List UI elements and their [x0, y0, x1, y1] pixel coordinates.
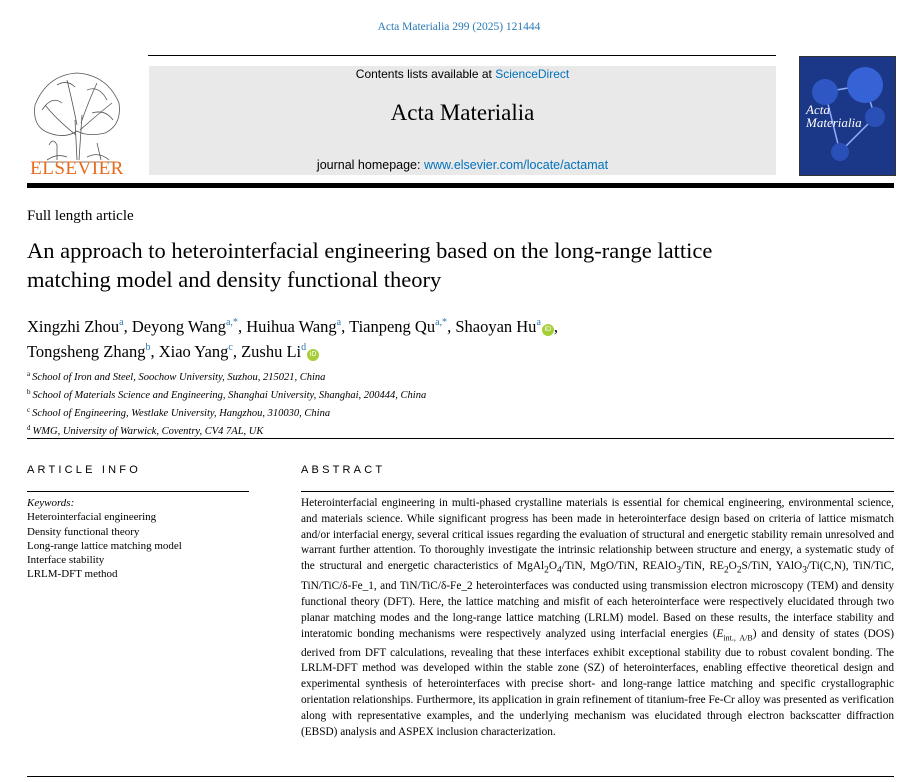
abstract-subscript: 4 [557, 565, 562, 576]
section-divider [27, 438, 894, 439]
affiliation-text: School of Materials Science and Engineering, Shanghai University, Shanghai, 200444, China [32, 390, 427, 401]
cover-title-line-1: Acta [806, 102, 830, 117]
abstract-rule [301, 491, 894, 492]
affiliation-list [27, 367, 426, 439]
keywords-label: Keywords: [27, 497, 75, 509]
cover-title-line-2: Materialia [806, 115, 862, 130]
abstract-subscript: 3 [802, 565, 807, 576]
abstract-segment: O [728, 560, 737, 573]
author-name[interactable]: Deyong Wang [131, 317, 226, 336]
affiliation-key: a [27, 370, 31, 378]
abstract-subscript: 2 [723, 565, 729, 576]
affiliation-text: School of Engineering, Westlake University, Hangzhou, 310030, China [32, 408, 331, 419]
author-name[interactable]: Tianpeng Qu [349, 317, 436, 336]
keyword-item: Density functional theory [27, 525, 140, 538]
author-name[interactable]: Shaoyan Hu [455, 317, 537, 336]
abstract-segment: O [548, 560, 557, 573]
author-affiliation-mark[interactable]: b [145, 342, 151, 353]
affiliation-item [27, 403, 426, 421]
abstract-segment: /TiN, MgO/TiN, REAlO [561, 560, 677, 573]
abstract-subscript: 2 [544, 565, 549, 576]
abstract-text [301, 496, 894, 740]
affiliation-text: WMG, University of Warwick, Coventry, CV4 7AL, UK [32, 426, 264, 437]
author-name[interactable]: Xingzhi Zhou [27, 317, 120, 336]
orcid-icon[interactable]: iD [307, 349, 319, 361]
affiliation-item [27, 385, 426, 403]
article-info-rule [27, 491, 249, 492]
homepage-line [149, 158, 776, 172]
author-affiliation-mark[interactable]: d [301, 342, 307, 353]
header-bottom-rule [27, 183, 894, 188]
affiliation-key: c [27, 406, 31, 414]
abstract-subscript: int., A/B [723, 632, 753, 642]
orcid-icon[interactable]: iD [542, 324, 554, 336]
article-type: Full length article [27, 208, 134, 224]
author-name[interactable]: Tongsheng Zhang [27, 342, 146, 361]
affiliation-key: d [27, 424, 31, 432]
author-affiliation-mark[interactable]: a [119, 317, 124, 328]
homepage-link[interactable]: www.elsevier.com/locate/actamat [423, 158, 609, 172]
author-affiliation-mark[interactable]: a [536, 317, 541, 328]
header-top-rule [148, 55, 776, 56]
publisher-wordmark: ELSEVIER [30, 158, 124, 179]
abstract-segment: S/TiN, YAlO [741, 560, 803, 573]
keyword-item: LRLM-DFT method [27, 568, 118, 581]
keyword-item: Heterointerfacial engineering [27, 511, 157, 524]
contents-prefix: Contents lists available at [355, 67, 496, 81]
abstract-math-symbol: E [716, 627, 724, 640]
author-affiliation-mark[interactable]: a [336, 317, 342, 328]
abstract-subscript: 3 [676, 565, 682, 576]
keywords-block [27, 496, 182, 582]
author-name[interactable]: Huihua Wang [246, 317, 337, 336]
sciencedirect-link[interactable]: ScienceDirect [495, 67, 570, 81]
citation-line[interactable]: Acta Materialia 299 (2025) 121444 [377, 21, 541, 33]
abstract-subscript: 2 [736, 565, 742, 576]
cover-title [806, 103, 862, 129]
author-name[interactable]: Zushu Li [241, 342, 302, 361]
keyword-item: Long-range lattice matching model [27, 539, 182, 552]
abstract-segment: /Ti(C,N), TiN/TiC, TiN/TiC/δ-Fe_1, and TiN/TiC/δ-Fe_2 heterointerfaces was conducted using transmission electron microscopy (TEM) and density functional theory (DFT). Here, the lattice matching and misfit of each heterointerface were respectively elucidated through two planar matching modes and the long-range lattice matching (LRLM) model. Based on these results, the interface stability and interatomic bonding mechanisms were respectively analyzed using interfacial energies ( [301, 560, 894, 640]
homepage-prefix: journal homepage: [316, 158, 424, 172]
affiliation-key: b [27, 388, 31, 396]
article-info-heading: ARTICLE INFO [27, 464, 141, 476]
contents-line [149, 67, 776, 81]
author-affiliation-mark[interactable]: a,* [435, 317, 448, 328]
keyword-item: Interface stability [27, 554, 105, 567]
affiliation-text: School of Iron and Steel, Soochow University, Suzhou, 215021, China [32, 372, 326, 383]
abstract-segment: Heterointerfacial engineering in multi-phased crystalline materials is essential for chemical engineering, environmental science, and materials science. While significant progress has been made in heterointerface design based on criteria of lattice mismatch and/or interfacial energy, several critical issues regarding the evaluation of structural and energetic stability remain unresolved and warrant further attention. To thoroughly investigate the intrinsic relationship between structure and energy, a systematic study of the structural and energetic characteristics of MgAl [301, 497, 894, 573]
author-name[interactable]: Xiao Yang [158, 342, 229, 361]
article-title: An approach to heterointerfacial engineering based on the long-range lattice matching model and density functional theory [27, 238, 713, 292]
author-list: Xingzhi Zhou$^a$, Deyong Wang$^{a,*}$, Huihua Wang$^a$, Tianpeng $Qu^{a,*}$, Shaoyan Hu$^a$iD , Tongsheng Zhang$^b$, Xiao Yang$^c$, Zushu Li$^d$iD [27, 317, 559, 361]
author-affiliation-mark[interactable]: a,* [225, 317, 238, 328]
journal-title: Acta Materialia [390, 100, 535, 125]
abstract-segment: /TiN, RE [681, 560, 724, 573]
journal-cover-image[interactable] [799, 56, 896, 176]
abstract-segment: ) and density of states (DOS) derived from DFT calculations, revealing that these interfaces exhibit exceptional stability due to robust covalent bonding. The LRLM-DFT method was developed within the stable zone (SZ) of heterointerfaces, enabling effective theoretical design and experimental synthesis of heterointerfaces with precise short- and long-range lattice matching and specific crystallographic orientation relationships. Furthermore, its application in grain refinement of titanium-free Fe-Cr alloy was presented as verification along with representative examples, and the underlying mechanism was elucidated through electron backscatter diffraction (EBSD) analysis and ASPEX inclusion characterization. [301, 627, 895, 738]
affiliation-item [27, 421, 426, 439]
bottom-divider [27, 776, 894, 777]
author-affiliation-mark[interactable]: c [228, 342, 233, 353]
affiliation-item [27, 367, 426, 385]
journal-header-band [149, 66, 776, 175]
abstract-heading: ABSTRACT [301, 464, 386, 476]
